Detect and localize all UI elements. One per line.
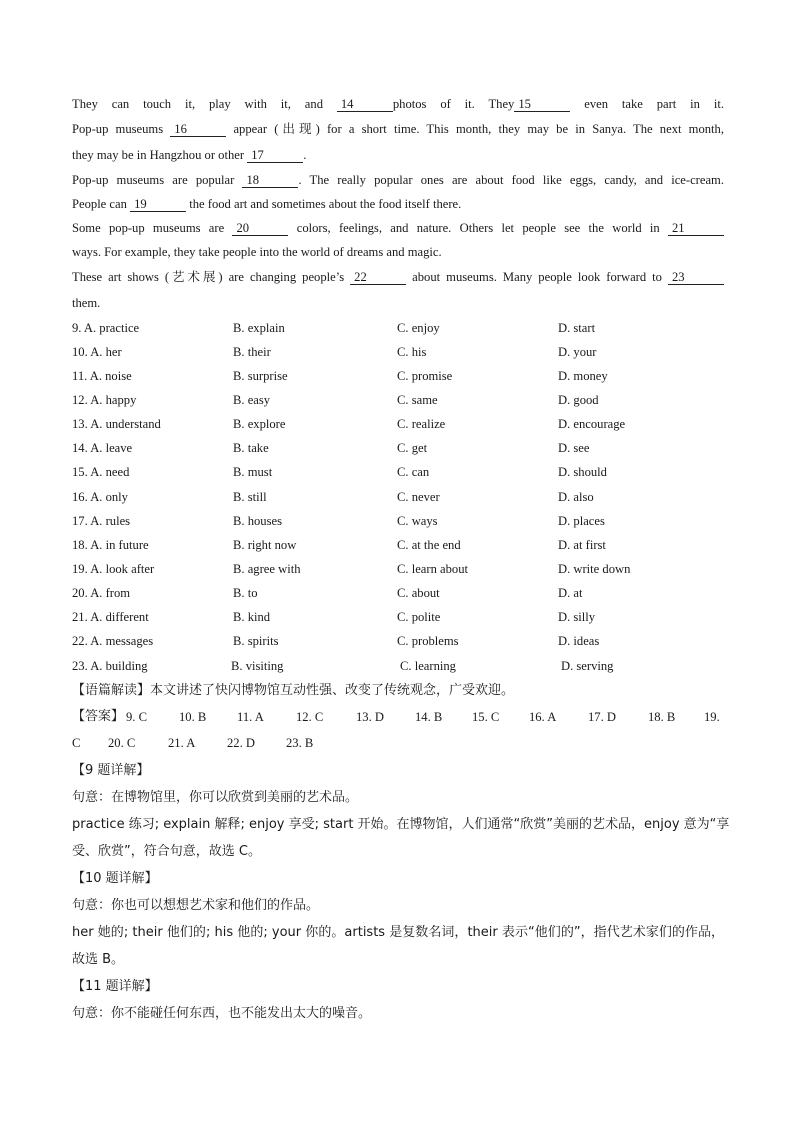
option-d: D. your <box>558 345 597 359</box>
answer: 16. A <box>529 710 557 724</box>
blank-14: 14 <box>337 97 393 112</box>
option-c: C. about <box>397 586 440 600</box>
option-b: B. their <box>233 345 271 359</box>
answer-label: 【答案】 <box>72 709 125 724</box>
blank-22: 22 <box>350 270 406 285</box>
answer: 14. B <box>415 710 443 724</box>
blank-18: 18 <box>242 173 298 188</box>
passage-line-1 <box>72 96 724 112</box>
passage-line-3 <box>72 147 724 163</box>
option-c: C. realize <box>397 417 446 431</box>
text: Pop-up museums <box>72 122 171 136</box>
option-row <box>72 633 724 649</box>
option-b: B. spirits <box>233 634 279 648</box>
text: appear (出现) for a short time. This month, they may be in Sanya. The next month, <box>226 122 724 136</box>
option-d: D. at first <box>558 538 606 552</box>
option-d: D. should <box>558 465 607 479</box>
option-b: B. to <box>233 586 258 600</box>
option-b: B. kind <box>233 610 271 624</box>
option-row <box>72 585 724 601</box>
option-row <box>72 368 724 384</box>
option-row <box>72 440 724 456</box>
passage-line-2 <box>72 121 724 137</box>
blank-16: 16 <box>170 122 226 137</box>
option-c: C. at the end <box>397 538 461 552</box>
explanation-heading-11: 【11 题详解】 <box>72 979 158 994</box>
text: colors, feelings, and nature. Others let people see the world in <box>288 221 668 235</box>
answer: 10. B <box>179 710 207 724</box>
option-row <box>72 537 724 553</box>
option-b: B. agree with <box>233 562 301 576</box>
option-row <box>72 416 724 432</box>
text: them. <box>72 296 101 310</box>
answer: 12. C <box>296 710 324 724</box>
explanation-detail-10a: her 她的; their 他们的; his 他的; your 你的。artists 是复数名词，their 表示“他们的”，指代艺术家们的作品， <box>72 925 724 940</box>
explanation-heading-9: 【9 题详解】 <box>72 763 150 778</box>
text: photos of it. They <box>392 97 515 111</box>
explanation-meaning-10: 句意：你也可以想想艺术家和他们的作品。 <box>72 898 320 913</box>
option-c: C. polite <box>397 610 441 624</box>
option-row <box>72 513 724 529</box>
option-c: C. promise <box>397 369 453 383</box>
explanation-detail-10b: 故选 B。 <box>72 952 125 967</box>
explanation-meaning-11: 句意：你不能碰任何东西，也不能发出太大的噪音。 <box>72 1006 372 1021</box>
option-d: D. see <box>558 441 590 455</box>
answer: 21. A <box>168 736 196 750</box>
option-c: C. ways <box>397 514 438 528</box>
option-b: B. houses <box>233 514 282 528</box>
option-row <box>72 609 724 625</box>
option-b: B. right now <box>233 538 297 552</box>
blank-15: 15 <box>514 97 570 112</box>
answer: C <box>72 736 81 750</box>
option-c: C. get <box>397 441 428 455</box>
answer: 11. A <box>237 710 264 724</box>
answer: 23. B <box>286 736 314 750</box>
answer: 22. D <box>227 736 255 750</box>
text: Pop-up museums are popular <box>72 173 243 187</box>
answer-row-2 <box>72 735 724 751</box>
option-a: 17. A. rules <box>72 514 131 528</box>
passage-line-6 <box>72 220 724 236</box>
option-c: C. problems <box>397 634 459 648</box>
answer: 20. C <box>108 736 136 750</box>
explanation-heading-10: 【10 题详解】 <box>72 871 158 886</box>
blank-20: 20 <box>232 221 288 236</box>
option-a: 16. A. only <box>72 490 128 504</box>
explanation-detail-9a: practice 练习; explain 解释; enjoy 享受; start 开始。在博物馆，人们通常“欣赏”美丽的艺术品，enjoy 意为“享 <box>72 817 730 832</box>
option-row <box>72 344 724 360</box>
explanation-detail-9b: 受、欣赏”，符合句意，故选 C。 <box>72 844 261 859</box>
option-d: D. places <box>558 514 605 528</box>
option-c: C. can <box>397 465 430 479</box>
option-d: D. ideas <box>558 634 600 648</box>
text: they may be in Hangzhou or other <box>72 148 248 162</box>
option-a: 10. A. her <box>72 345 122 359</box>
answer: 17. D <box>588 710 616 724</box>
text: People can <box>72 197 131 211</box>
option-a: 23. A. building <box>72 659 148 673</box>
text: ways. For example, they take people into the world of dreams and magic. <box>72 245 442 259</box>
text: These art shows (艺术展) are changing people’s <box>72 270 351 284</box>
option-a: 15. A. need <box>72 465 130 479</box>
option-a: 13. A. understand <box>72 417 161 431</box>
answer: 19. <box>704 710 720 724</box>
answer-row-1 <box>72 709 724 725</box>
passage-line-5 <box>72 196 724 212</box>
option-c: C. learn about <box>397 562 468 576</box>
option-b: B. explain <box>233 321 285 335</box>
option-d: D. start <box>558 321 596 335</box>
passage-line-9 <box>72 295 724 311</box>
option-a: 18. A. in future <box>72 538 149 552</box>
option-b: B. explore <box>233 417 286 431</box>
option-b: B. must <box>233 465 273 479</box>
explanation-meaning-9: 句意：在博物馆里，你可以欣赏到美丽的艺术品。 <box>72 790 359 805</box>
text: They can touch it, play with it, and <box>72 97 337 111</box>
blank-21: 21 <box>668 221 724 236</box>
option-row <box>72 392 724 408</box>
text: . <box>303 148 307 162</box>
text: the food art and sometimes about the food itself there. <box>186 197 462 211</box>
answer: 13. D <box>356 710 384 724</box>
option-b: B. take <box>233 441 269 455</box>
option-row <box>72 320 724 336</box>
option-d: D. at <box>558 586 583 600</box>
option-row <box>72 561 724 577</box>
option-c: C. never <box>397 490 440 504</box>
answer: 18. B <box>648 710 676 724</box>
blank-17: 17 <box>247 148 303 163</box>
option-a: 9. A. practice <box>72 321 140 335</box>
text: even take part in it. <box>570 97 724 111</box>
text: . The really popular ones are about food like eggs, candy, and ice-cream. <box>298 173 725 187</box>
passage-line-8 <box>72 269 724 285</box>
option-a: 22. A. messages <box>72 634 154 648</box>
option-d: D. good <box>558 393 599 407</box>
option-d: D. money <box>558 369 608 383</box>
option-c: C. same <box>397 393 438 407</box>
option-row <box>72 464 724 480</box>
blank-19: 19 <box>130 197 186 212</box>
option-a: 21. A. different <box>72 610 149 624</box>
text: Some pop-up museums are <box>72 221 233 235</box>
option-c: C. his <box>397 345 427 359</box>
option-a: 12. A. happy <box>72 393 137 407</box>
option-b: B. easy <box>233 393 271 407</box>
option-d: D. serving <box>561 659 614 673</box>
option-row <box>72 658 724 674</box>
option-b: B. still <box>233 490 267 504</box>
passage-line-4 <box>72 172 724 188</box>
option-d: D. encourage <box>558 417 626 431</box>
passage-analysis: 【语篇解读】本文讲述了快闪博物馆互动性强、改变了传统观念，广受欢迎。 <box>72 683 515 698</box>
option-d: D. silly <box>558 610 596 624</box>
option-c: C. learning <box>400 659 456 673</box>
option-a: 11. A. noise <box>72 369 132 383</box>
option-a: 19. A. look after <box>72 562 155 576</box>
answer: 9. C <box>126 710 147 724</box>
option-row <box>72 489 724 505</box>
option-c: C. enjoy <box>397 321 440 335</box>
text: about museums. Many people look forward to <box>406 270 668 284</box>
option-d: D. also <box>558 490 594 504</box>
blank-23: 23 <box>668 270 724 285</box>
option-b: B. visiting <box>231 659 284 673</box>
passage-line-7 <box>72 244 724 260</box>
option-a: 20. A. from <box>72 586 131 600</box>
option-b: B. surprise <box>233 369 288 383</box>
answer: 15. C <box>472 710 500 724</box>
option-a: 14. A. leave <box>72 441 133 455</box>
option-d: D. write down <box>558 562 631 576</box>
